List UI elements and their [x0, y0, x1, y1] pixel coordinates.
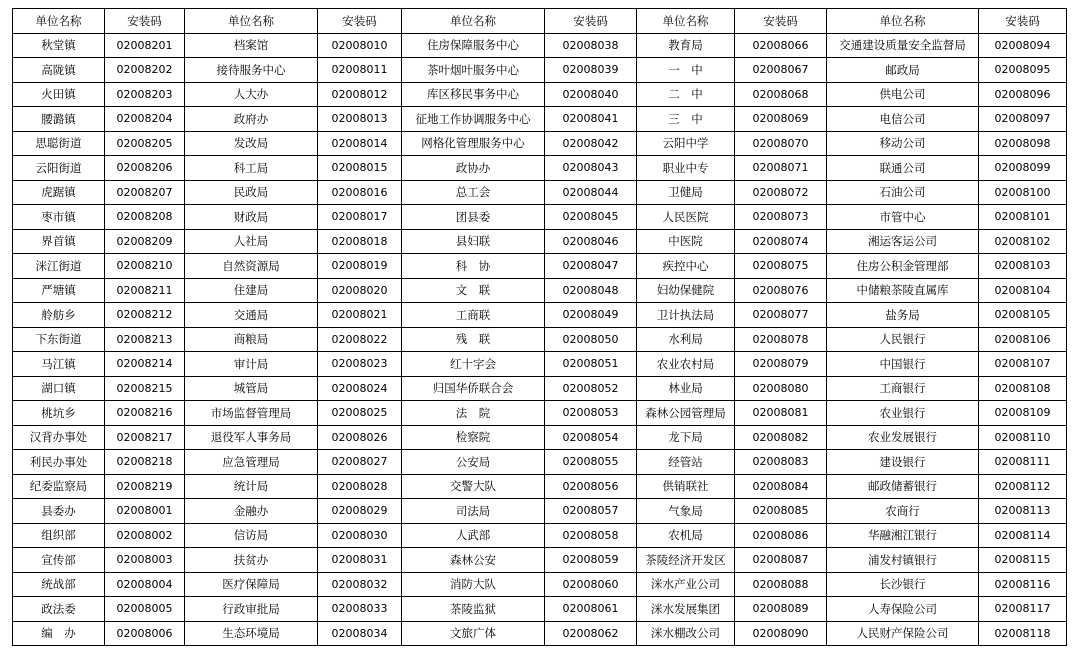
install-code-cell: 02008080 [735, 376, 827, 401]
unit-name-cell: 电信公司 [827, 107, 979, 132]
install-code-cell: 02008006 [105, 621, 185, 646]
unit-name-cell: 职业中专 [637, 156, 735, 181]
unit-name-cell: 交警大队 [402, 474, 545, 499]
unit-name-cell: 严塘镇 [13, 278, 105, 303]
install-code-cell: 02008213 [105, 327, 185, 352]
unit-name-cell: 舲舫乡 [13, 303, 105, 328]
install-code-cell: 02008060 [545, 572, 637, 597]
install-code-cell: 02008100 [979, 180, 1067, 205]
install-code-cell: 02008099 [979, 156, 1067, 181]
table-row [13, 572, 1067, 597]
install-code-cell: 02008043 [545, 156, 637, 181]
table-row [13, 254, 1067, 279]
unit-name-cell: 总工会 [402, 180, 545, 205]
install-code-cell: 02008044 [545, 180, 637, 205]
install-code-cell: 02008003 [105, 548, 185, 573]
install-code-cell: 02008068 [735, 82, 827, 107]
unit-name-cell: 思聪街道 [13, 131, 105, 156]
install-code-cell: 02008062 [545, 621, 637, 646]
unit-name-cell: 县妇联 [402, 229, 545, 254]
unit-name-cell: 浦发村镇银行 [827, 548, 979, 573]
unit-name-cell: 农机局 [637, 523, 735, 548]
install-code-cell: 02008208 [105, 205, 185, 230]
install-code-cell: 02008030 [318, 523, 402, 548]
unit-name-cell: 界首镇 [13, 229, 105, 254]
install-code-cell: 02008074 [735, 229, 827, 254]
install-code-cell: 02008083 [735, 450, 827, 475]
install-code-cell: 02008089 [735, 597, 827, 622]
install-code-cell: 02008016 [318, 180, 402, 205]
unit-name-cell: 工商联 [402, 303, 545, 328]
install-code-cell: 02008011 [318, 58, 402, 83]
install-code-cell: 02008079 [735, 352, 827, 377]
install-code-cell: 02008056 [545, 474, 637, 499]
install-code-cell: 02008103 [979, 254, 1067, 279]
install-code-cell: 02008090 [735, 621, 827, 646]
unit-name-cell: 水利局 [637, 327, 735, 352]
install-code-cell: 02008055 [545, 450, 637, 475]
unit-name-cell: 文 联 [402, 278, 545, 303]
install-code-cell: 02008077 [735, 303, 827, 328]
unit-name-cell: 医疗保障局 [185, 572, 318, 597]
unit-name-cell: 统计局 [185, 474, 318, 499]
unit-name-cell: 经管站 [637, 450, 735, 475]
table-row [13, 82, 1067, 107]
install-code-cell: 02008113 [979, 499, 1067, 524]
table-row [13, 107, 1067, 132]
unit-name-cell: 人武部 [402, 523, 545, 548]
table-row [13, 205, 1067, 230]
column-header-unit-name: 单位名称 [402, 9, 545, 34]
table-row [13, 450, 1067, 475]
install-code-cell: 02008042 [545, 131, 637, 156]
unit-name-cell: 住房保障服务中心 [402, 33, 545, 58]
unit-name-cell: 检察院 [402, 425, 545, 450]
unit-name-cell: 政法委 [13, 597, 105, 622]
install-code-cell: 02008067 [735, 58, 827, 83]
unit-name-cell: 供销联社 [637, 474, 735, 499]
install-code-cell: 02008049 [545, 303, 637, 328]
install-code-cell: 02008112 [979, 474, 1067, 499]
install-code-cell: 02008075 [735, 254, 827, 279]
install-code-cell: 02008034 [318, 621, 402, 646]
install-code-cell: 02008052 [545, 376, 637, 401]
unit-name-cell: 茶陵监狱 [402, 597, 545, 622]
install-code-cell: 02008017 [318, 205, 402, 230]
unit-name-cell: 云阳街道 [13, 156, 105, 181]
install-code-cell: 02008114 [979, 523, 1067, 548]
unit-name-cell: 教育局 [637, 33, 735, 58]
table-row [13, 352, 1067, 377]
install-code-cell: 02008050 [545, 327, 637, 352]
unit-name-cell: 石油公司 [827, 180, 979, 205]
unit-name-cell: 网格化管理服务中心 [402, 131, 545, 156]
header-row [13, 9, 1067, 34]
unit-name-cell: 枣市镇 [13, 205, 105, 230]
unit-name-cell: 农业发展银行 [827, 425, 979, 450]
unit-name-cell: 洣水发展集团 [637, 597, 735, 622]
table-row [13, 131, 1067, 156]
install-code-cell: 02008057 [545, 499, 637, 524]
install-code-cell: 02008105 [979, 303, 1067, 328]
unit-name-cell: 火田镇 [13, 82, 105, 107]
column-header-unit-name: 单位名称 [185, 9, 318, 34]
unit-name-cell: 政协办 [402, 156, 545, 181]
unit-name-cell: 文旅广体 [402, 621, 545, 646]
unit-name-cell: 城管局 [185, 376, 318, 401]
install-code-cell: 02008038 [545, 33, 637, 58]
install-code-cell: 02008081 [735, 401, 827, 426]
unit-name-cell: 农业银行 [827, 401, 979, 426]
install-code-cell: 02008209 [105, 229, 185, 254]
unit-name-cell: 下东街道 [13, 327, 105, 352]
table-row [13, 401, 1067, 426]
unit-name-cell: 一 中 [637, 58, 735, 83]
unit-name-cell: 腰潞镇 [13, 107, 105, 132]
unit-name-cell: 气象局 [637, 499, 735, 524]
table-row [13, 474, 1067, 499]
unit-name-cell: 发改局 [185, 131, 318, 156]
table-row [13, 597, 1067, 622]
install-code-cell: 02008202 [105, 58, 185, 83]
unit-name-cell: 消防大队 [402, 572, 545, 597]
install-code-cell: 02008110 [979, 425, 1067, 450]
install-code-cell: 02008218 [105, 450, 185, 475]
install-code-cell: 02008098 [979, 131, 1067, 156]
unit-name-cell: 交通局 [185, 303, 318, 328]
install-code-cell: 02008024 [318, 376, 402, 401]
unit-name-cell: 森林公安 [402, 548, 545, 573]
install-code-cell: 02008069 [735, 107, 827, 132]
unit-name-cell: 三 中 [637, 107, 735, 132]
install-code-cell: 02008014 [318, 131, 402, 156]
install-code-cell: 02008106 [979, 327, 1067, 352]
unit-name-cell: 红十字会 [402, 352, 545, 377]
column-header-unit-name: 单位名称 [637, 9, 735, 34]
install-code-cell: 02008101 [979, 205, 1067, 230]
install-code-cell: 02008027 [318, 450, 402, 475]
install-code-cell: 02008013 [318, 107, 402, 132]
unit-name-cell: 农商行 [827, 499, 979, 524]
table-row [13, 327, 1067, 352]
install-code-cell: 02008108 [979, 376, 1067, 401]
unit-name-cell: 龙下局 [637, 425, 735, 450]
unit-name-cell: 人民医院 [637, 205, 735, 230]
unit-name-cell: 扶贫办 [185, 548, 318, 573]
install-code-cell: 02008217 [105, 425, 185, 450]
unit-name-cell: 编 办 [13, 621, 105, 646]
column-header-install-code: 安装码 [105, 9, 185, 34]
unit-name-cell: 信访局 [185, 523, 318, 548]
install-code-cell: 02008084 [735, 474, 827, 499]
unit-name-cell: 林业局 [637, 376, 735, 401]
install-code-cell: 02008025 [318, 401, 402, 426]
install-code-cell: 02008087 [735, 548, 827, 573]
unit-name-cell: 中医院 [637, 229, 735, 254]
install-code-cell: 02008021 [318, 303, 402, 328]
install-code-cell: 02008097 [979, 107, 1067, 132]
unit-name-cell: 人寿保险公司 [827, 597, 979, 622]
unit-name-cell: 司法局 [402, 499, 545, 524]
install-code-cell: 02008066 [735, 33, 827, 58]
unit-name-cell: 高陇镇 [13, 58, 105, 83]
table-row [13, 156, 1067, 181]
unit-name-cell: 市场监督管理局 [185, 401, 318, 426]
install-code-cell: 02008111 [979, 450, 1067, 475]
unit-name-cell: 盐务局 [827, 303, 979, 328]
install-code-cell: 02008118 [979, 621, 1067, 646]
unit-name-cell: 长沙银行 [827, 572, 979, 597]
install-code-cell: 02008012 [318, 82, 402, 107]
install-code-cell: 02008071 [735, 156, 827, 181]
unit-name-cell: 洣水棚改公司 [637, 621, 735, 646]
column-header-install-code: 安装码 [318, 9, 402, 34]
unit-name-cell: 科 协 [402, 254, 545, 279]
install-code-cell: 02008078 [735, 327, 827, 352]
unit-name-cell: 汉背办事处 [13, 425, 105, 450]
install-code-cell: 02008201 [105, 33, 185, 58]
install-code-cell: 02008116 [979, 572, 1067, 597]
unit-name-cell: 人社局 [185, 229, 318, 254]
column-header-install-code: 安装码 [545, 9, 637, 34]
install-code-cell: 02008029 [318, 499, 402, 524]
table-row [13, 425, 1067, 450]
unit-name-cell: 中国银行 [827, 352, 979, 377]
table-row [13, 278, 1067, 303]
install-code-cell: 02008076 [735, 278, 827, 303]
unit-name-cell: 市管中心 [827, 205, 979, 230]
install-code-cell: 02008102 [979, 229, 1067, 254]
unit-name-cell: 人大办 [185, 82, 318, 107]
install-code-cell: 02008045 [545, 205, 637, 230]
table-row [13, 621, 1067, 646]
install-code-cell: 02008211 [105, 278, 185, 303]
unit-name-cell: 秋堂镇 [13, 33, 105, 58]
column-header-install-code: 安装码 [979, 9, 1067, 34]
table-row [13, 58, 1067, 83]
unit-name-cell: 交通建设质量安全监督局 [827, 33, 979, 58]
install-code-cell: 02008004 [105, 572, 185, 597]
install-code-cell: 02008207 [105, 180, 185, 205]
install-code-cell: 02008070 [735, 131, 827, 156]
install-code-cell: 02008203 [105, 82, 185, 107]
unit-name-cell: 组织部 [13, 523, 105, 548]
unit-name-cell: 人民财产保险公司 [827, 621, 979, 646]
install-code-cell: 02008028 [318, 474, 402, 499]
install-code-cell: 02008040 [545, 82, 637, 107]
table-row [13, 523, 1067, 548]
unit-name-cell: 民政局 [185, 180, 318, 205]
install-code-cell: 02008015 [318, 156, 402, 181]
unit-name-cell: 退役军人事务局 [185, 425, 318, 450]
unit-name-cell: 公安局 [402, 450, 545, 475]
install-code-cell: 02008085 [735, 499, 827, 524]
unit-name-cell: 疾控中心 [637, 254, 735, 279]
install-code-cell: 02008026 [318, 425, 402, 450]
unit-name-cell: 卫健局 [637, 180, 735, 205]
table-row [13, 229, 1067, 254]
install-code-cell: 02008053 [545, 401, 637, 426]
install-code-cell: 02008047 [545, 254, 637, 279]
install-code-cell: 02008058 [545, 523, 637, 548]
unit-name-cell: 茶叶烟叶服务中心 [402, 58, 545, 83]
unit-name-cell: 自然资源局 [185, 254, 318, 279]
unit-name-cell: 农业农村局 [637, 352, 735, 377]
unit-name-cell: 洣水产业公司 [637, 572, 735, 597]
install-code-cell: 02008051 [545, 352, 637, 377]
unit-name-cell: 县委办 [13, 499, 105, 524]
install-code-cell: 02008072 [735, 180, 827, 205]
unit-name-cell: 住建局 [185, 278, 318, 303]
install-code-cell: 02008096 [979, 82, 1067, 107]
unit-name-cell: 建设银行 [827, 450, 979, 475]
unit-name-cell: 生态环境局 [185, 621, 318, 646]
install-code-cell: 02008032 [318, 572, 402, 597]
install-code-cell: 02008094 [979, 33, 1067, 58]
unit-name-cell: 邮政储蓄银行 [827, 474, 979, 499]
unit-name-cell: 森林公园管理局 [637, 401, 735, 426]
unit-name-cell: 茶陵经济开发区 [637, 548, 735, 573]
unit-name-cell: 住房公积金管理部 [827, 254, 979, 279]
install-code-cell: 02008212 [105, 303, 185, 328]
install-code-cell: 02008048 [545, 278, 637, 303]
install-code-cell: 02008019 [318, 254, 402, 279]
unit-name-cell: 桃坑乡 [13, 401, 105, 426]
install-code-cell: 02008010 [318, 33, 402, 58]
unit-name-cell: 虎踞镇 [13, 180, 105, 205]
unit-name-cell: 二 中 [637, 82, 735, 107]
install-code-cell: 02008086 [735, 523, 827, 548]
unit-name-cell: 联通公司 [827, 156, 979, 181]
unit-name-cell: 湘运客运公司 [827, 229, 979, 254]
column-header-install-code: 安装码 [735, 9, 827, 34]
install-code-cell: 02008020 [318, 278, 402, 303]
unit-name-cell: 人民银行 [827, 327, 979, 352]
unit-code-table [12, 8, 1067, 646]
install-code-cell: 02008219 [105, 474, 185, 499]
install-code-cell: 02008095 [979, 58, 1067, 83]
unit-name-cell: 政府办 [185, 107, 318, 132]
unit-name-cell: 金融办 [185, 499, 318, 524]
unit-name-cell: 财政局 [185, 205, 318, 230]
install-code-cell: 02008115 [979, 548, 1067, 573]
unit-name-cell: 商粮局 [185, 327, 318, 352]
install-code-cell: 02008216 [105, 401, 185, 426]
unit-name-cell: 库区移民事务中心 [402, 82, 545, 107]
install-code-cell: 02008215 [105, 376, 185, 401]
install-code-cell: 02008002 [105, 523, 185, 548]
install-code-cell: 02008046 [545, 229, 637, 254]
install-code-cell: 02008107 [979, 352, 1067, 377]
unit-name-cell: 卫计执法局 [637, 303, 735, 328]
install-code-cell: 02008088 [735, 572, 827, 597]
unit-name-cell: 中储粮茶陵直属库 [827, 278, 979, 303]
unit-name-cell: 妇幼保健院 [637, 278, 735, 303]
install-code-cell: 02008018 [318, 229, 402, 254]
unit-name-cell: 云阳中学 [637, 131, 735, 156]
table-row [13, 303, 1067, 328]
install-code-cell: 02008082 [735, 425, 827, 450]
install-code-cell: 02008022 [318, 327, 402, 352]
install-code-cell: 02008005 [105, 597, 185, 622]
unit-name-cell: 审计局 [185, 352, 318, 377]
install-code-cell: 02008214 [105, 352, 185, 377]
install-code-cell: 02008206 [105, 156, 185, 181]
install-code-cell: 02008031 [318, 548, 402, 573]
unit-name-cell: 档案馆 [185, 33, 318, 58]
table-row [13, 548, 1067, 573]
unit-name-cell: 统战部 [13, 572, 105, 597]
unit-name-cell: 马江镇 [13, 352, 105, 377]
unit-name-cell: 移动公司 [827, 131, 979, 156]
unit-name-cell: 华融湘江银行 [827, 523, 979, 548]
install-code-cell: 02008023 [318, 352, 402, 377]
unit-name-cell: 供电公司 [827, 82, 979, 107]
table-row [13, 499, 1067, 524]
unit-name-cell: 法 院 [402, 401, 545, 426]
install-code-cell: 02008001 [105, 499, 185, 524]
unit-name-cell: 邮政局 [827, 58, 979, 83]
unit-name-cell: 纪委监察局 [13, 474, 105, 499]
install-code-cell: 02008204 [105, 107, 185, 132]
unit-name-cell: 行政审批局 [185, 597, 318, 622]
install-code-cell: 02008104 [979, 278, 1067, 303]
unit-name-cell: 工商银行 [827, 376, 979, 401]
table-row [13, 376, 1067, 401]
install-code-cell: 02008041 [545, 107, 637, 132]
install-code-cell: 02008059 [545, 548, 637, 573]
column-header-unit-name: 单位名称 [13, 9, 105, 34]
install-code-cell: 02008039 [545, 58, 637, 83]
unit-name-cell: 残 联 [402, 327, 545, 352]
install-code-cell: 02008210 [105, 254, 185, 279]
table-row [13, 33, 1067, 58]
unit-name-cell: 湖口镇 [13, 376, 105, 401]
column-header-unit-name: 单位名称 [827, 9, 979, 34]
install-code-cell: 02008054 [545, 425, 637, 450]
unit-name-cell: 洣江街道 [13, 254, 105, 279]
install-code-cell: 02008117 [979, 597, 1067, 622]
install-code-cell: 02008061 [545, 597, 637, 622]
unit-name-cell: 征地工作协调服务中心 [402, 107, 545, 132]
install-code-cell: 02008073 [735, 205, 827, 230]
unit-name-cell: 利民办事处 [13, 450, 105, 475]
table-row [13, 180, 1067, 205]
install-code-cell: 02008033 [318, 597, 402, 622]
unit-name-cell: 接待服务中心 [185, 58, 318, 83]
unit-name-cell: 归国华侨联合会 [402, 376, 545, 401]
install-code-cell: 02008205 [105, 131, 185, 156]
install-code-cell: 02008109 [979, 401, 1067, 426]
unit-name-cell: 科工局 [185, 156, 318, 181]
unit-name-cell: 应急管理局 [185, 450, 318, 475]
unit-name-cell: 团县委 [402, 205, 545, 230]
unit-name-cell: 宣传部 [13, 548, 105, 573]
